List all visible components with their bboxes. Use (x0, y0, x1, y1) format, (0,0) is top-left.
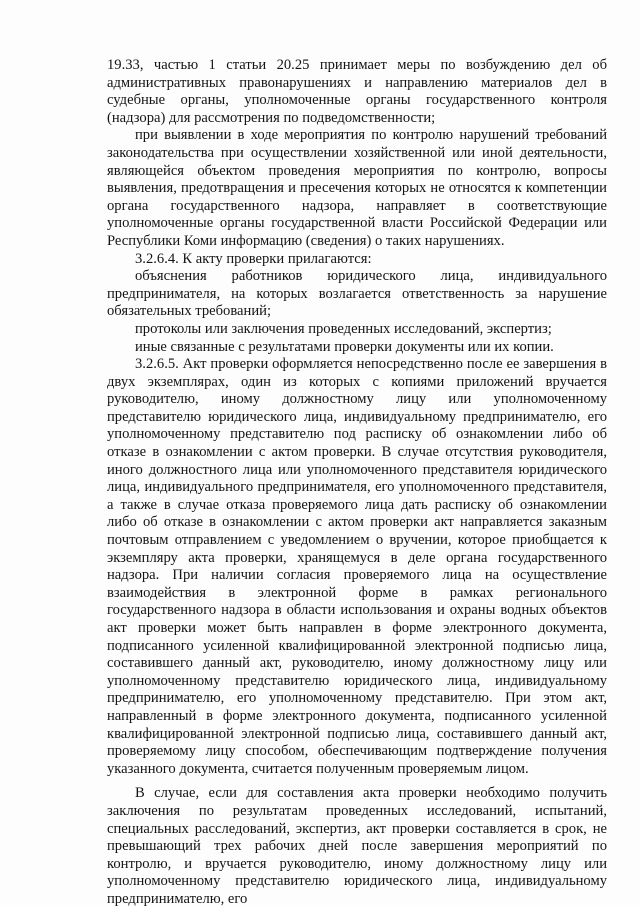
paragraph-attachment-explanations: объяснения работников юридического лица, индивидуального предпринимателя, на которых возлагается ответственность за нарушение обязательных требований; (107, 268, 607, 320)
paragraph-3-2-6-4-heading: 3.2.6.4. К акту проверки прилагаются: (135, 250, 372, 267)
paragraph-3-2-6-5-act-execution: 3.2.6.5. Акт проверки оформляется непосредственно после ее завершения в двух экземплярах, один из которых с копиями приложений вручается руководителю, иному должностному лицу или уполномоченному представителю юридического лица, индивидуальному предпринимателю, его уполномоченному представителю под расписку об ознакомлении либо об отказе в ознакомлении с актом проверки. В случае отсутствия руководителя, иного должностного лица или уполномоченного представителя юридического лица, индивидуального предпринимателя, его уполномоченного представителя, а также в случае отказа проверяемого лица дать расписку об ознакомлении либо об отказе в ознакомлении с актом проверки акт направляется заказным почтовым отправлением с уведомлением о вручении, которое приобщается к экземпляру акта проверки, хранящемуся в деле органа государственного надзора. При наличии согласия проверяемого лица на осуществление взаимодействия в электронной форме в рамках регионального государственного надзора в области использования и охраны водных объектов акт проверки может быть направлен в форме электронного документа, подписанного усиленной квалифицированной электронной подписью лица, составившего данный акт, руководителю, иному должностному лицу или уполномоченному представителю юридического лица, индивидуальному предпринимателю, его уполномоченному представителю. При этом акт, направленный в форме электронного документа, подписанного усиленной квалифицированной электронной подписью лица, составившего данный акт, проверяемому лицу способом, обеспечивающим подтверждение получения указанного документа, считается полученным проверяемым лицом. (107, 356, 607, 777)
document-body (107, 57, 607, 909)
paragraph-attachment-other-documents: иные связанные с результатами проверки документы или их копии. (135, 338, 554, 355)
paragraph-attachment-protocols: протоколы или заключения проведенных исследований, экспертиз; (135, 320, 552, 337)
paragraph-act-deadline: В случае, если для составления акта проверки необходимо получить заключения по результатам проведенных исследований, испытаний, специальных расследований, экспертиз, акт проверки составляется в срок, не превышающий трех рабочих дней после завершения мероприятий по контролю, и вручается руководителю, иному должностному лицу или уполномоченному представителю юридического лица, индивидуальному предпринимателю, его (107, 785, 607, 907)
paragraph-measures-continuation: 19.33, частью 1 статьи 20.25 принимает меры по возбуждению дел об административных правонарушениях и направлению материалов дел в судебные органы, уполномоченные органы государственного контроля (надзора) для рассмотрения по подведомственности; (107, 57, 607, 126)
paragraph-violations-reporting: при выявлении в ходе мероприятия по контролю нарушений требований законодательства при осуществлении хозяйственной или иной деятельности, являющейся объектом проведения мероприятия по контролю, вопросы выявления, предотвращения и пресечения которых не относятся к компетенции органа государственного надзора, направляет в соответствующие уполномоченные органы государственной власти Российской Федерации или Республики Коми информацию (сведения) о таких нарушениях. (107, 127, 607, 249)
